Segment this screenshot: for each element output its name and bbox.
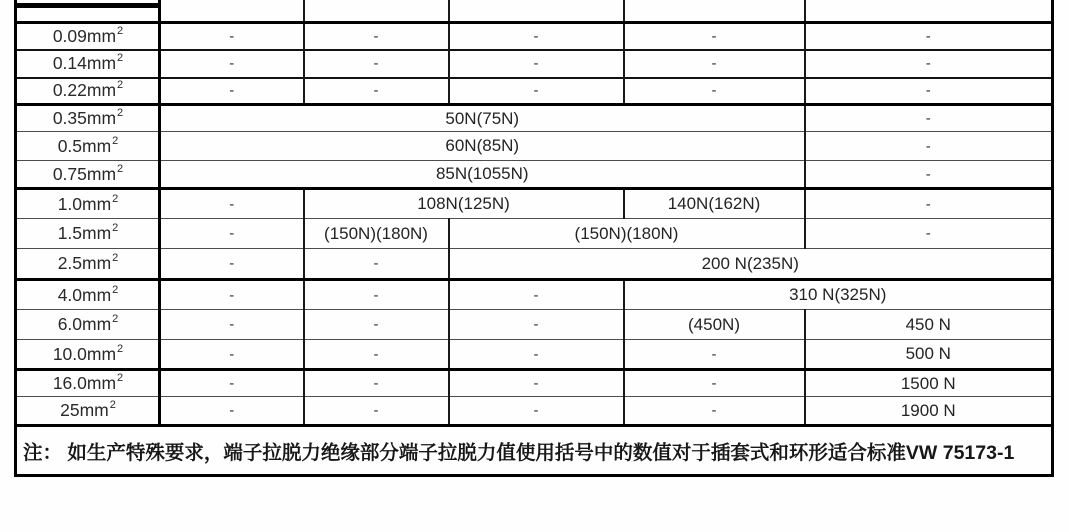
dash-cell: -: [304, 50, 449, 78]
size-cell: [16, 219, 160, 249]
table-row: [16, 249, 1053, 280]
value-cell: (150N)(180N): [304, 219, 449, 249]
size-cell: [16, 23, 160, 50]
size-text: 16.0mm: [52, 373, 117, 393]
value-cell: 200 N(235N): [449, 249, 1053, 280]
dash-cell: -: [160, 189, 304, 219]
size-text: 25mm: [60, 400, 109, 420]
dash-cell: -: [304, 397, 449, 426]
dash-cell: -: [160, 50, 304, 78]
dash-cell: -: [805, 219, 1053, 249]
size-text: 0.22mm: [52, 80, 117, 101]
note-row: [16, 426, 1053, 476]
size-text: 0.5mm: [57, 135, 112, 156]
size-cell: [16, 249, 160, 280]
dash-cell: -: [160, 249, 304, 280]
value-cell: 140N(162N): [624, 189, 805, 219]
size-text: 1.0mm: [57, 193, 112, 214]
size-text: 0.35mm: [52, 108, 117, 128]
dash-cell: -: [449, 310, 624, 340]
pull-force-table: [14, 0, 1054, 477]
size-cell: [16, 340, 160, 370]
size-superscript: 2: [112, 192, 119, 205]
dash-cell: -: [805, 23, 1053, 50]
size-superscript: 2: [117, 162, 124, 175]
table-row: [16, 105, 1053, 132]
value-cell: 60N(85N): [160, 132, 805, 161]
size-superscript: 2: [117, 79, 124, 92]
size-superscript: 2: [112, 313, 119, 326]
dash-cell: -: [304, 310, 449, 340]
dash-cell: -: [160, 23, 304, 50]
dash-cell: -: [304, 340, 449, 370]
size-cell: [16, 132, 160, 161]
table-row: [16, 219, 1053, 249]
dash-cell: -: [624, 23, 805, 50]
table-row: [16, 370, 1053, 397]
size-cell: [16, 189, 160, 219]
dash-cell: -: [449, 397, 624, 426]
size-superscript: 2: [117, 52, 124, 65]
dash-cell: -: [160, 310, 304, 340]
size-text: 2.5mm: [57, 253, 112, 273]
dash-cell: -: [805, 161, 1053, 189]
value-cell: 1900 N: [805, 397, 1053, 426]
dash-cell: -: [449, 370, 624, 397]
table-row: [16, 132, 1053, 161]
header-top-bar: [16, 3, 160, 8]
dash-cell: -: [805, 189, 1053, 219]
size-text: 0.14mm: [52, 53, 117, 73]
dash-cell: -: [624, 370, 805, 397]
dash-cell: -: [805, 78, 1053, 105]
value-cell: 1500 N: [805, 370, 1053, 397]
value-cell: (450N): [624, 310, 805, 340]
header-cell: [805, 0, 1053, 23]
size-superscript: 2: [117, 372, 124, 385]
dash-cell: -: [160, 219, 304, 249]
value-cell: 85N(1055N): [160, 161, 805, 189]
value-cell: 50N(75N): [160, 105, 805, 132]
size-superscript: 2: [117, 107, 124, 120]
dash-cell: -: [160, 340, 304, 370]
size-superscript: 2: [112, 134, 119, 147]
value-cell: 108N(125N): [304, 189, 624, 219]
header-cell: [624, 0, 805, 23]
size-superscript: 2: [117, 24, 124, 37]
dash-cell: -: [805, 50, 1053, 78]
dash-cell: -: [304, 280, 449, 310]
dash-cell: -: [160, 370, 304, 397]
dash-cell: -: [805, 132, 1053, 161]
table-row: [16, 189, 1053, 219]
size-cell: [16, 370, 160, 397]
size-text: 4.0mm: [57, 284, 112, 305]
dash-cell: -: [624, 50, 805, 78]
size-cell: [16, 78, 160, 105]
size-text: 0.09mm: [52, 25, 117, 46]
table-row: [16, 23, 1053, 50]
dash-cell: -: [449, 23, 624, 50]
table-row: [16, 78, 1053, 105]
size-text: 0.75mm: [52, 163, 117, 184]
dash-cell: -: [449, 340, 624, 370]
table-row: [16, 50, 1053, 78]
table-body: [16, 23, 1053, 426]
size-superscript: 2: [109, 399, 116, 412]
value-cell: 450 N: [805, 310, 1053, 340]
table-row: [16, 340, 1053, 370]
header-cell: [449, 0, 624, 23]
size-text: 1.5mm: [57, 223, 112, 243]
dash-cell: -: [449, 280, 624, 310]
header-cell: [304, 0, 449, 23]
table-row: [16, 397, 1053, 426]
dash-cell: -: [304, 249, 449, 280]
size-superscript: 2: [117, 342, 124, 355]
size-cell: [16, 397, 160, 426]
size-superscript: 2: [112, 222, 119, 235]
dash-cell: -: [160, 397, 304, 426]
dash-cell: -: [624, 397, 805, 426]
dash-cell: -: [160, 280, 304, 310]
size-superscript: 2: [112, 252, 119, 265]
header-cell: [160, 0, 304, 23]
table-row: [16, 310, 1053, 340]
size-text: 10.0mm: [52, 343, 117, 364]
dash-cell: -: [304, 370, 449, 397]
cut-off-header-row: [16, 0, 1053, 23]
size-cell: [16, 50, 160, 78]
dash-cell: -: [624, 340, 805, 370]
dash-cell: -: [624, 78, 805, 105]
size-cell: [16, 161, 160, 189]
table-row: [16, 161, 1053, 189]
size-cell: [16, 280, 160, 310]
value-cell: 310 N(325N): [624, 280, 1053, 310]
value-cell: (150N)(180N): [449, 219, 805, 249]
dash-cell: -: [449, 78, 624, 105]
size-cell: [16, 105, 160, 132]
size-cell: [16, 310, 160, 340]
dash-cell: -: [304, 78, 449, 105]
dash-cell: -: [805, 105, 1053, 132]
dash-cell: -: [449, 50, 624, 78]
table-row: [16, 280, 1053, 310]
dash-cell: -: [160, 78, 304, 105]
size-text: 6.0mm: [57, 314, 112, 334]
value-cell: 500 N: [805, 340, 1053, 370]
header-size-cell: [16, 0, 160, 23]
size-superscript: 2: [112, 283, 119, 296]
note-cell: 注： 如生产特殊要求，端子拉脱力绝缘部分端子拉脱力值使用括号中的数值对于插套式和环形适合标准VW 75173-1: [16, 426, 1053, 476]
dash-cell: -: [304, 23, 449, 50]
